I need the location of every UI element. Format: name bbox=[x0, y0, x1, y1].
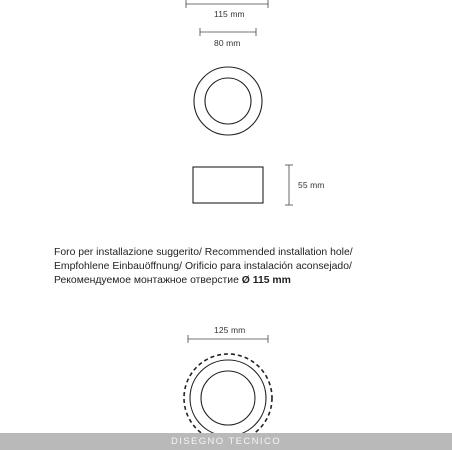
installation-note bbox=[54, 246, 434, 288]
footer-bar bbox=[0, 433, 452, 450]
side-view-body bbox=[193, 167, 263, 203]
inner-width-label: 80 mm bbox=[214, 38, 241, 48]
inner-width-dimension bbox=[200, 28, 256, 36]
cutout-view bbox=[184, 354, 272, 442]
cutout-width-label: 125 mm bbox=[214, 325, 246, 335]
height-label: 55 mm bbox=[298, 180, 325, 190]
note-line-italian-english: Foro per installazione suggerito/ Recommended installation hole/ bbox=[54, 247, 353, 258]
note-hole-size: Ø 115 mm bbox=[241, 275, 291, 286]
footer-title: DISEGNO TECNICO bbox=[170, 436, 282, 447]
top-view-ring bbox=[194, 67, 262, 135]
note-line-russian bbox=[54, 274, 434, 288]
outer-width-dimension bbox=[186, 0, 268, 8]
note-line-german-spanish: Empfohlene Einbauöffnung/ Orificio para instalación aconsejado/ bbox=[54, 261, 352, 272]
height-dimension bbox=[285, 165, 293, 205]
note-russian-text: Рекомендуемое монтажное отверстие bbox=[54, 275, 242, 286]
cutout-width-dimension bbox=[188, 335, 268, 343]
outer-width-label: 115 mm bbox=[214, 9, 245, 19]
